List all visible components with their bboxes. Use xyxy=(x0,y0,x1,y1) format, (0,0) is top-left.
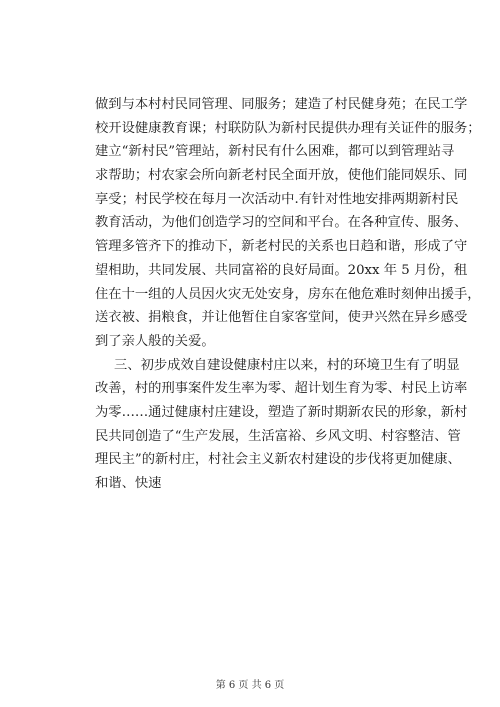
text-line: 民共同创造了“生产发展，生活富裕、乡风文明、村容整洁、管 xyxy=(95,428,461,444)
text-line: 理民主”的新村庄，村社会主义新农村建设的步伐将更加健康、 xyxy=(95,452,461,468)
text-line: 享受；村民学校在每月一次活动中.有针对性地安排两期新村民 xyxy=(95,191,459,207)
document-body xyxy=(95,93,481,496)
text-line: 送衣被、捐粮食，并让他暂住自家客堂间，使尹兴然在异乡感受 xyxy=(95,310,468,326)
text-line: 管理多管齐下的推动下，新老村民的关系也日趋和谐，形成了守 xyxy=(95,239,468,255)
text-line: 改善，村的刑事案件发生率为零、超计划生育为零、村民上访率 xyxy=(95,381,468,397)
text-line: 住在十一组的人员因火灾无处安身，房东在他危难时刻伸出援手， xyxy=(95,286,481,302)
text-line: 为零……通过健康村庄建设，塑造了新时期新农民的形象，新村 xyxy=(95,404,468,420)
text-line: 做到与本村村民同管理、同服务；建造了村民健身苑；在民工学 xyxy=(95,97,468,112)
text-line: 和谐、快速 xyxy=(95,476,162,491)
text-line: 求帮助；村农家会所向新老村民全面开放，使他们能同娱乐、同 xyxy=(95,168,468,184)
text-line: 到了亲人般的关爱。 xyxy=(95,333,215,349)
paragraph-start-line: 三、初步成效自建设健康村庄以来，村的环境卫生有了明显 xyxy=(114,357,460,373)
text-line: 建立“新村民”管理站，新村民有什么困难，都可以到管理站寻 xyxy=(95,144,455,160)
page-number-footer: 第 6 页 共 6 页 xyxy=(215,680,285,691)
text-line: 望相助，共同发展、共同富裕的良好局面。20xx 年 5 月份，租 xyxy=(95,262,468,278)
text-line: 校开设健康教育课；村联防队为新村民提供办理有关证件的服务； xyxy=(95,120,481,136)
text-line: 教育活动，为他们创造学习的空间和平台。在各种宣传、服务、 xyxy=(95,215,468,231)
